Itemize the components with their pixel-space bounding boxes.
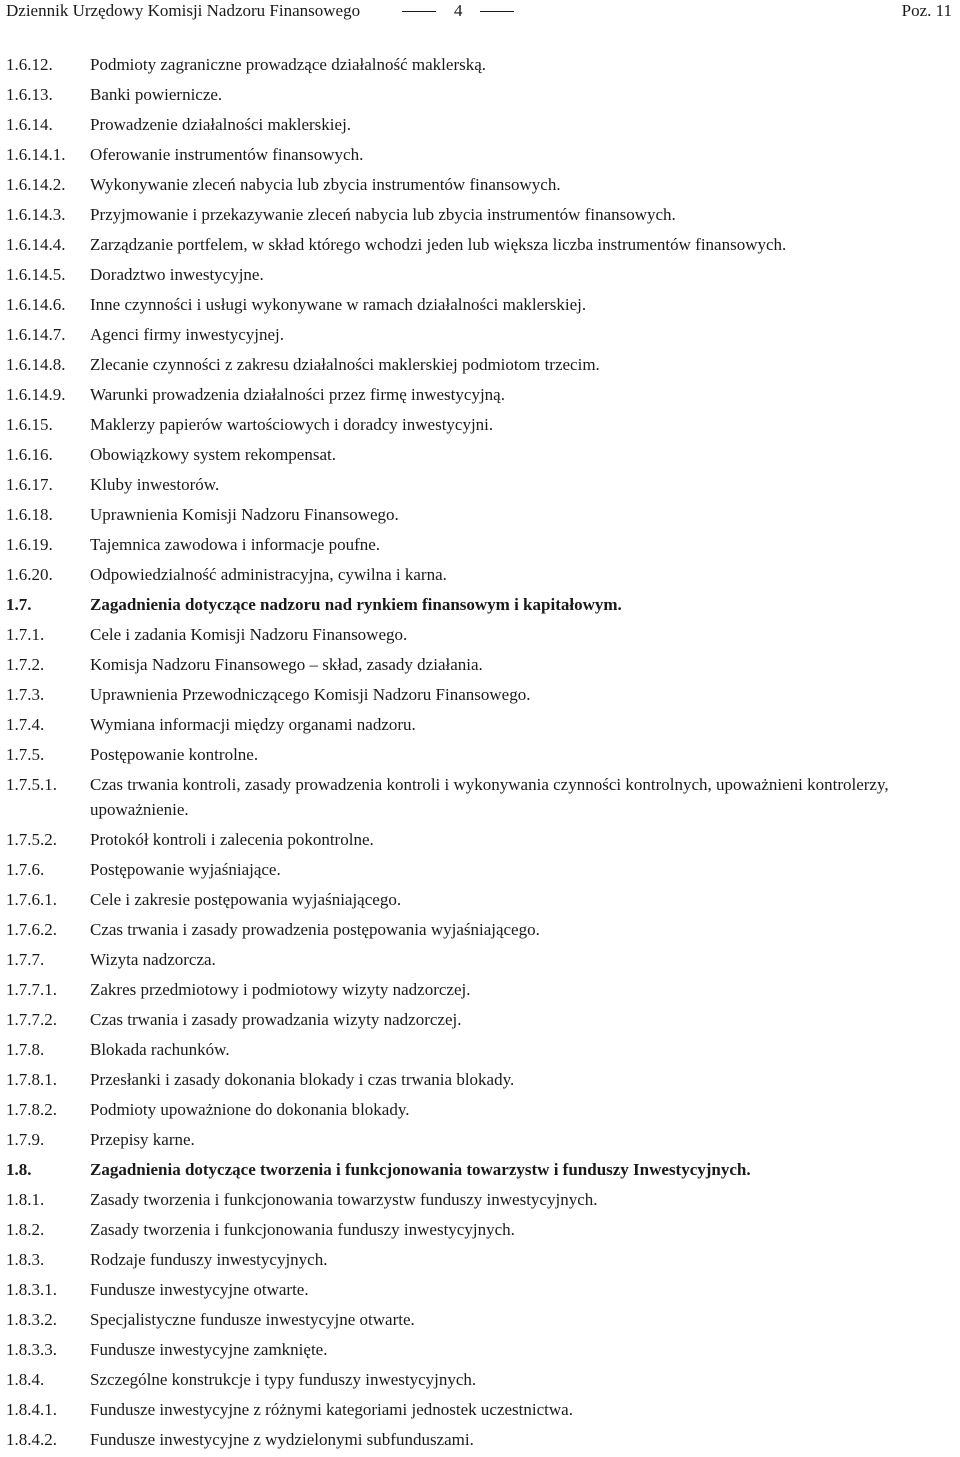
- toc-entry: [6, 592, 954, 617]
- toc-entry: [6, 652, 954, 677]
- toc-entry-title: Fundusze inwestycyjne z różnymi kategoriami jednostek uczestnictwa.: [90, 1400, 573, 1419]
- toc-entry-number: 1.7.4.: [6, 715, 45, 734]
- toc-entry: [6, 1067, 954, 1092]
- toc-entry-title: Specjalistyczne fundusze inwestycyjne otwarte.: [90, 1310, 415, 1329]
- toc-entry: [6, 112, 954, 137]
- toc-entry-number: 1.7.: [6, 595, 32, 614]
- toc-entry: [6, 1007, 954, 1032]
- header-dash-left: [402, 11, 436, 12]
- toc-entry: [6, 917, 954, 942]
- toc-entry: [6, 1217, 954, 1242]
- toc-entry-title: Tajemnica zawodowa i informacje poufne.: [90, 535, 381, 554]
- toc-entry-title: Zlecanie czynności z zakresu działalności maklerskiej podmiotom trzecim.: [90, 355, 600, 374]
- toc-entry-title: Zagadnienia dotyczące tworzenia i funkcjonowania towarzystw i funduszy Inwestycyjnych.: [90, 1160, 751, 1179]
- toc-entry-title: Zakres przedmiotowy i podmiotowy wizyty nadzorczej.: [90, 980, 471, 999]
- toc-entry-number: 1.6.19.: [6, 535, 53, 554]
- toc-entry-title: Zarządzanie portfelem, w skład którego wchodzi jeden lub większa liczba instrumentów finansowych.: [90, 235, 787, 254]
- toc-entry-number: 1.7.2.: [6, 655, 45, 674]
- toc-entry-number: 1.6.17.: [6, 475, 53, 494]
- toc-entry-number: 1.6.12.: [6, 55, 53, 74]
- toc-entry-title: Odpowiedzialność administracyjna, cywilna i karna.: [90, 565, 447, 584]
- toc-entry: [6, 322, 954, 347]
- toc-entry: [6, 827, 954, 852]
- toc-entry-title: Protokół kontroli i zalecenia pokontrolne.: [90, 830, 374, 849]
- toc-entry-title: Blokada rachunków.: [90, 1040, 230, 1059]
- toc-entry: [6, 1337, 954, 1362]
- toc-entry-title: Cele i zadania Komisji Nadzoru Finansowego.: [90, 625, 408, 644]
- page-header: [6, 0, 954, 26]
- toc-entry-number: 1.7.7.: [6, 950, 45, 969]
- journal-title: Dziennik Urzędowy Komisji Nadzoru Finansowego: [6, 1, 361, 20]
- toc-entry-number: 1.8.4.1.: [6, 1400, 57, 1419]
- toc-entry-title: Uprawnienia Przewodniczącego Komisji Nadzoru Finansowego.: [90, 685, 531, 704]
- toc-entry-title: Fundusze inwestycyjne z wydzielonymi subfunduszami.: [90, 1430, 474, 1449]
- position-number: Poz. 11: [901, 1, 952, 20]
- toc-entry-title: Inne czynności i usługi wykonywane w ramach działalności maklerskiej.: [90, 295, 587, 314]
- toc-entry: [6, 52, 954, 77]
- toc-entry-number: 1.8.3.: [6, 1250, 45, 1269]
- toc-entry-number: 1.7.5.1.: [6, 775, 57, 794]
- toc-entry: [6, 382, 954, 407]
- toc-entry-title: Wymiana informacji między organami nadzoru.: [90, 715, 416, 734]
- toc-entry-number: 1.7.7.1.: [6, 980, 57, 999]
- toc-entry: [6, 502, 954, 527]
- toc-entry-number: 1.6.14.4.: [6, 235, 66, 254]
- toc-entry: [6, 1307, 954, 1332]
- toc-entry: [6, 562, 954, 587]
- toc-entry: [6, 202, 954, 227]
- toc-entry: [6, 857, 954, 882]
- toc-entry-number: 1.6.14.2.: [6, 175, 66, 194]
- toc-entry-number: 1.8.4.2.: [6, 1430, 57, 1449]
- toc-entry-number: 1.6.14.7.: [6, 325, 66, 344]
- toc-entry-title: Postępowanie kontrolne.: [90, 745, 259, 764]
- toc-entry-title: Rodzaje funduszy inwestycyjnych.: [90, 1250, 328, 1269]
- toc-entry-number: 1.8.2.: [6, 1220, 45, 1239]
- toc-entry-title: Zasady tworzenia i funkcjonowania towarzystw funduszy inwestycyjnych.: [90, 1190, 598, 1209]
- toc-entry: [6, 742, 954, 767]
- toc-entry: [6, 1427, 954, 1452]
- toc-entry: [6, 1277, 954, 1302]
- toc-entry-number: 1.6.20.: [6, 565, 53, 584]
- toc-entry-title: Przyjmowanie i przekazywanie zleceń nabycia lub zbycia instrumentów finansowych.: [90, 205, 676, 224]
- toc-entry-number: 1.8.3.2.: [6, 1310, 57, 1329]
- toc-entry: [6, 947, 954, 972]
- toc-entry: [6, 887, 954, 912]
- toc-entry-number: 1.6.15.: [6, 415, 53, 434]
- toc-entry-title: Podmioty upoważnione do dokonania blokady.: [90, 1100, 410, 1119]
- toc-entry-title: Postępowanie wyjaśniające.: [90, 860, 281, 879]
- toc-entry-title: Cele i zakresie postępowania wyjaśniającego.: [90, 890, 402, 909]
- toc-entry-number: 1.7.8.1.: [6, 1070, 57, 1089]
- toc-entry: [6, 1247, 954, 1272]
- toc-entry-number: 1.6.16.: [6, 445, 53, 464]
- toc-entry-title: Przepisy karne.: [90, 1130, 195, 1149]
- toc-entry-title: Wizyta nadzorcza.: [90, 950, 216, 969]
- toc-entry-number: 1.6.14.3.: [6, 205, 66, 224]
- toc-entry: [6, 772, 954, 822]
- toc-entry-title: Agenci firmy inwestycyjnej.: [90, 325, 285, 344]
- toc-entry: [6, 532, 954, 557]
- toc-entry-number: 1.6.18.: [6, 505, 53, 524]
- toc-entry: [6, 1157, 954, 1182]
- table-of-contents: [6, 52, 954, 1457]
- toc-entry-number: 1.7.5.: [6, 745, 45, 764]
- toc-entry-number: 1.8.4.: [6, 1370, 45, 1389]
- toc-entry: [6, 682, 954, 707]
- toc-entry-title: Zagadnienia dotyczące nadzoru nad rynkiem finansowym i kapitałowym.: [90, 595, 622, 614]
- toc-entry-title: Oferowanie instrumentów finansowych.: [90, 145, 364, 164]
- toc-entry-title: Czas trwania i zasady prowadzenia postępowania wyjaśniającego.: [90, 920, 540, 939]
- toc-entry-number: 1.6.14.8.: [6, 355, 66, 374]
- toc-entry-title: Obowiązkowy system rekompensat.: [90, 445, 336, 464]
- toc-entry-title: Prowadzenie działalności maklerskiej.: [90, 115, 352, 134]
- toc-entry: [6, 292, 954, 317]
- toc-entry-title: Komisja Nadzoru Finansowego – skład, zasady działania.: [90, 655, 483, 674]
- toc-entry-number: 1.7.9.: [6, 1130, 45, 1149]
- toc-entry: [6, 172, 954, 197]
- toc-entry: [6, 442, 954, 467]
- toc-entry: [6, 1037, 954, 1062]
- toc-entry-title: Warunki prowadzenia działalności przez firmę inwestycyjną.: [90, 385, 505, 404]
- toc-entry: [6, 412, 954, 437]
- toc-entry: [6, 232, 954, 257]
- toc-entry-title: Fundusze inwestycyjne otwarte.: [90, 1280, 309, 1299]
- toc-entry: [6, 352, 954, 377]
- toc-entry: [6, 472, 954, 497]
- toc-entry-number: 1.8.1.: [6, 1190, 45, 1209]
- toc-entry-title: Doradztwo inwestycyjne.: [90, 265, 264, 284]
- toc-entry: [6, 82, 954, 107]
- toc-entry-number: 1.7.5.2.: [6, 830, 57, 849]
- toc-entry-number: 1.6.14.5.: [6, 265, 66, 284]
- toc-entry-title: Banki powiernicze.: [90, 85, 223, 104]
- toc-entry-number: 1.7.1.: [6, 625, 45, 644]
- toc-entry: [6, 977, 954, 1002]
- toc-entry: [6, 1127, 954, 1152]
- toc-entry-number: 1.7.8.: [6, 1040, 45, 1059]
- toc-entry: [6, 1397, 954, 1422]
- toc-entry-number: 1.7.7.2.: [6, 1010, 57, 1029]
- toc-entry: [6, 262, 954, 287]
- toc-entry-number: 1.6.14.6.: [6, 295, 66, 314]
- toc-entry-title: Podmioty zagraniczne prowadzące działalność maklerską.: [90, 55, 487, 74]
- toc-entry-title: Szczególne konstrukcje i typy funduszy inwestycyjnych.: [90, 1370, 477, 1389]
- page-number: 4: [454, 1, 463, 20]
- toc-entry: [6, 712, 954, 737]
- toc-entry-title: Czas trwania kontroli, zasady prowadzenia kontroli i wykonywania czynności kontrolnych, upoważnieni kontrolerzy, upoważnienie.: [90, 775, 889, 819]
- toc-entry-number: 1.6.13.: [6, 85, 53, 104]
- toc-entry: [6, 142, 954, 167]
- toc-entry-number: 1.7.8.2.: [6, 1100, 57, 1119]
- toc-entry-title: Wykonywanie zleceń nabycia lub zbycia instrumentów finansowych.: [90, 175, 561, 194]
- toc-entry-number: 1.7.6.2.: [6, 920, 57, 939]
- toc-entry-title: Zasady tworzenia i funkcjonowania funduszy inwestycyjnych.: [90, 1220, 515, 1239]
- toc-entry-number: 1.7.6.1.: [6, 890, 57, 909]
- toc-entry-title: Kluby inwestorów.: [90, 475, 220, 494]
- toc-entry: [6, 622, 954, 647]
- toc-entry-title: Maklerzy papierów wartościowych i doradcy inwestycyjni.: [90, 415, 494, 434]
- toc-entry-title: Czas trwania i zasady prowadzania wizyty nadzorczej.: [90, 1010, 462, 1029]
- toc-entry-number: 1.6.14.9.: [6, 385, 66, 404]
- toc-entry-title: Uprawnienia Komisji Nadzoru Finansowego.: [90, 505, 399, 524]
- toc-entry-number: 1.6.14.: [6, 115, 53, 134]
- toc-entry-number: 1.8.: [6, 1160, 32, 1179]
- toc-entry-number: 1.7.6.: [6, 860, 45, 879]
- toc-entry-number: 1.8.3.3.: [6, 1340, 57, 1359]
- toc-entry-number: 1.8.3.1.: [6, 1280, 57, 1299]
- toc-entry-number: 1.6.14.1.: [6, 145, 66, 164]
- toc-entry: [6, 1097, 954, 1122]
- toc-entry-title: Przesłanki i zasady dokonania blokady i czas trwania blokady.: [90, 1070, 515, 1089]
- toc-entry-title: Fundusze inwestycyjne zamknięte.: [90, 1340, 328, 1359]
- toc-entry-number: 1.7.3.: [6, 685, 45, 704]
- header-dash-right: [480, 11, 514, 12]
- toc-entry: [6, 1367, 954, 1392]
- toc-entry: [6, 1187, 954, 1212]
